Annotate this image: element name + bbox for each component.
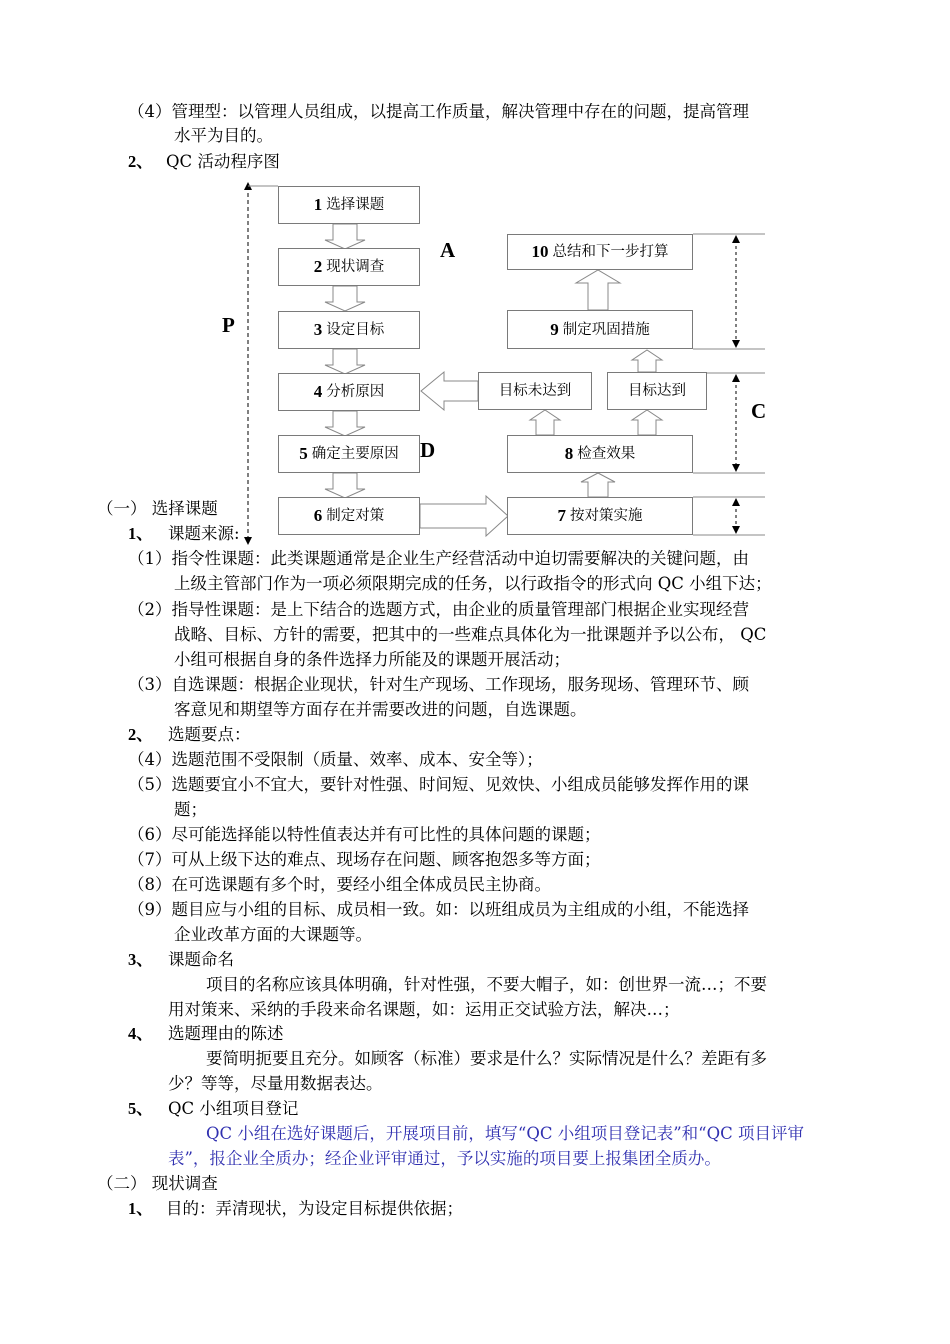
- phase-p-label: P: [222, 313, 235, 337]
- reached-box: [607, 372, 707, 410]
- section-2-item1: [128, 1197, 463, 1221]
- step-8-number: 8: [564, 444, 574, 463]
- p2-line3: 小组可根据自身的条件选择力所能及的课题开展活动；: [174, 650, 570, 669]
- s3-number: 3、: [128, 950, 153, 969]
- step-5-box: [278, 435, 420, 473]
- heading-number: 2、: [128, 152, 153, 171]
- s3-heading: [128, 948, 234, 972]
- p5-line1: （5）选题要宜小不宜大，要针对性强、时间短、见效快、小组成员能够发挥作用的课: [128, 775, 749, 794]
- arrow-3-4: [325, 349, 365, 374]
- step-10-number: 10: [531, 242, 549, 261]
- p6: （6）尽可能选择能以特性值表达并有可比性的具体问题的课题；: [128, 825, 601, 844]
- not-reached-box: [478, 372, 592, 410]
- s5-line2: 表”，报企业全质办；经企业评审通过，予以实施的项目要上报集团全质办。: [168, 1149, 721, 1168]
- phase-d-label: D: [420, 438, 436, 462]
- step-7-box: [507, 497, 693, 535]
- arrow-5-6: [325, 473, 365, 498]
- arrow-notreached-4: [421, 372, 478, 410]
- p9-line2: 企业改革方面的大课题等。: [174, 925, 372, 944]
- step-9-box: [507, 310, 693, 349]
- step-9-label: 制定巩固措施: [562, 321, 650, 338]
- step-7-label: 按对策实施: [570, 508, 643, 524]
- step-10-label: 总结和下一步打算: [552, 244, 669, 260]
- s3-title: 课题命名: [168, 950, 234, 969]
- arrow-9-10: [576, 270, 620, 310]
- reached-label: 目标达到: [628, 383, 686, 399]
- heading-text: QC 活动程序图: [166, 152, 280, 171]
- step-2-box: [278, 248, 420, 286]
- s3-line1: 项目的名称应该具体明确，针对性强，不要大帽子，如：创世界一流…；不要: [206, 975, 767, 994]
- arrow-8-notreached: [530, 410, 560, 435]
- intro-item4-line2: 水平为目的。: [174, 126, 273, 145]
- step-8-box: [507, 435, 693, 473]
- step-2-number: 2: [313, 257, 323, 276]
- p7: （7）可从上级下达的难点、现场存在问题、顾客抱怨多等方面；: [128, 850, 601, 869]
- s4-number: 4、: [128, 1024, 153, 1043]
- p2-line2: 战略、目标、方针的需要，把其中的一些难点具体化为一批课题并予以公布， QC: [174, 625, 767, 644]
- section-2-item1-text: 目的：弄清现状，为设定目标提供依据；: [166, 1199, 463, 1218]
- s4-line1: 要简明扼要且充分。如顾客（标准）要求是什么？实际情况是什么？差距有多: [206, 1049, 767, 1068]
- s2-number: 2、: [128, 725, 153, 744]
- step-3-box: [278, 311, 420, 349]
- section-2-title: （二） 现状调查: [97, 1174, 218, 1193]
- step-6-box: [278, 497, 420, 535]
- intro-item4-line1: （4）管理型：以管理人员组成，以提高工作质量，解决管理中存在的问题，提高管理: [128, 102, 749, 121]
- section-1-title: （一） 选择课题: [97, 499, 218, 518]
- step-3-number: 3: [313, 320, 323, 339]
- step-7-number: 7: [557, 506, 566, 525]
- phase-a-label: A: [440, 238, 456, 262]
- p9-line1: （9）题目应与小组的目标、成员相一致。如：以班组成员为主组成的小组，不能选择: [128, 900, 749, 919]
- s2-title: 选题要点：: [168, 725, 251, 744]
- step-5-number: 5: [299, 444, 308, 463]
- step-1-label: 选择课题: [326, 197, 385, 213]
- s4-line2: 少？等等，尽量用数据表达。: [168, 1074, 383, 1093]
- p3-line2: 客意见和期望等方面存在并需要改进的问题，自选课题。: [174, 700, 587, 719]
- arrow-2-3: [325, 286, 365, 311]
- s4-heading: [128, 1022, 284, 1046]
- s5-number: 5、: [128, 1099, 153, 1118]
- s1-number: 1、: [128, 524, 153, 543]
- arrow-6-7: [420, 496, 508, 536]
- step-3-label: 设定目标: [326, 322, 385, 338]
- step-6-number: 6: [313, 506, 323, 525]
- p8: （8）在可选课题有多个时，要经小组全体成员民主协商。: [128, 875, 551, 894]
- arrow-reached-9: [632, 350, 662, 372]
- step-4-number: 4: [313, 382, 323, 401]
- step-8-label: 检查效果: [577, 446, 636, 462]
- arrow-8-reached: [632, 410, 662, 435]
- p3-line1: （3）自选课题：根据企业现状，针对生产现场、工作现场，服务现场、管理环节、顾: [128, 675, 749, 694]
- phase-c-label: C: [751, 399, 767, 423]
- p4: （4）选题范围不受限制（质量、效率、成本、安全等）；: [128, 750, 543, 769]
- s4-title: 选题理由的陈述: [168, 1024, 284, 1043]
- step-4-label: 分析原因: [326, 384, 385, 400]
- section-2-item1-number: 1、: [128, 1199, 153, 1218]
- s3-line2: 用对策来、采纳的手段来命名课题，如：运用正交试验方法，解决…；: [168, 1000, 680, 1019]
- s5-title: QC 小组项目登记: [168, 1099, 299, 1118]
- s5-heading: [128, 1097, 298, 1121]
- arrow-7-8: [581, 473, 615, 497]
- step-9-number: 9: [550, 319, 559, 339]
- arrow-4-5: [325, 411, 365, 436]
- p1-line1: （1）指令性课题：此类课题通常是企业生产经营活动中迫切需要解决的关键问题，由: [128, 549, 749, 568]
- s1-title: 课题来源:: [168, 524, 240, 543]
- step-1-number: 1: [313, 195, 323, 214]
- p1-line2: 上级主管部门作为一项必须限期完成的任务，以行政指令的形式向 QC 小组下达；: [174, 574, 772, 593]
- step-5-label: 确定主要原因: [311, 446, 399, 462]
- p5-line2: 题；: [174, 800, 207, 819]
- step-10-box: [507, 234, 693, 270]
- s2-heading: [128, 723, 251, 747]
- step-4-box: [278, 373, 420, 411]
- arrow-1-2: [325, 224, 365, 249]
- p2-line1: （2）指导性课题：是上下结合的选题方式，由企业的质量管理部门根据企业实现经营: [128, 600, 749, 619]
- s5-line1: QC 小组在选好课题后，开展项目前，填写“QC 小组项目登记表”和“QC 项目评审: [206, 1124, 804, 1143]
- not-reached-label: 目标未达到: [498, 383, 572, 399]
- step-2-label: 现状调查: [326, 259, 385, 275]
- step-1-box: [278, 186, 420, 224]
- s1-heading: [128, 522, 240, 546]
- step-6-label: 制定对策: [326, 508, 385, 524]
